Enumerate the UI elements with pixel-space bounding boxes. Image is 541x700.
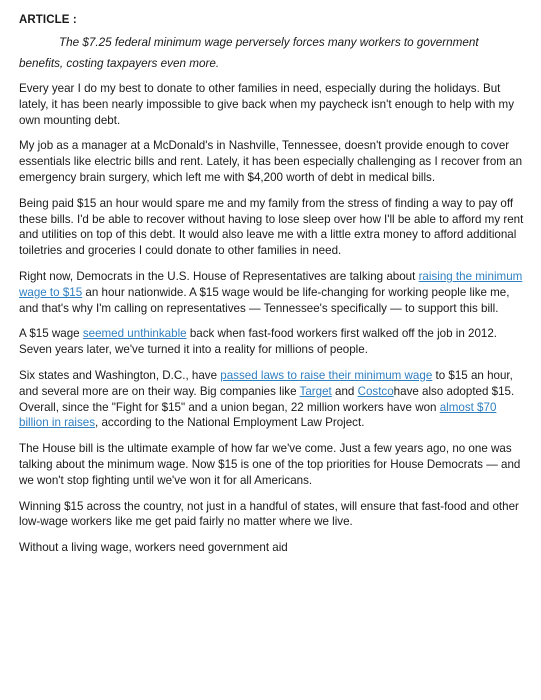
paragraph-text: and — [331, 384, 358, 398]
article-label: ARTICLE : — [19, 14, 77, 26]
article-subtitle-text: The $7.25 federal minimum wage perversely forces many workers to government benefits, costing taxpayers even more. — [19, 36, 479, 70]
paragraph-text: Right now, Democrats in the U.S. House of Representatives are talking about — [19, 269, 419, 283]
paragraph-text: to $15 an hour, and several more are on their way. Big companies like — [19, 368, 513, 398]
paragraph-2 — [19, 138, 524, 185]
paragraph-text: Six states and Washington, D.C., have — [19, 368, 221, 382]
paragraph-7 — [19, 441, 524, 488]
paragraph-text: have also adopted $15. Overall, since the "Fight for $15" and a union began, 22 million workers have won — [19, 384, 515, 414]
paragraph-text: The House bill is the ultimate example of how far we've come. Just a few years ago, no one was talking about the minimum wage. Now $15 is one of the top priorities for House Democrats — and we won't stop fighting until we've won it for all Americans. — [19, 442, 521, 487]
paragraph-text: back when fast-food workers first walked off the job in 2012. Seven years later, we've turned it into a reality for millions of people. — [19, 327, 498, 357]
link-seemed-unthinkable[interactable]: seemed unthinkable — [82, 327, 187, 341]
paragraph-6 — [19, 368, 524, 431]
paragraph-text: Every year I do my best to donate to other families in need, especially during the holidays. But lately, it has been nearly impossible to give back when my paycheck isn't enough to help with my own mounting debt. — [19, 82, 514, 127]
link-target[interactable]: Target — [299, 384, 332, 398]
paragraph-8 — [19, 499, 524, 531]
paragraph-text: an hour nationwide. A $15 wage would be life-changing for working people like me, and that's why I'm calling on representatives — Tennessee's specifically — to support this bill. — [19, 285, 510, 315]
paragraph-text: A $15 wage — [19, 327, 83, 341]
paragraph-5 — [19, 326, 524, 358]
section-heading-living-wage — [19, 540, 524, 556]
paragraph-text: Winning $15 across the country, not just in a handful of states, will ensure that fast-food and other low-wage workers like me get paid fairly no matter where we live. — [19, 499, 519, 529]
link-raising-minimum-wage[interactable]: raising the minimum wage to $15 — [19, 269, 523, 299]
link-almost-70-billion[interactable]: almost $70 billion in raises — [19, 400, 497, 430]
paragraph-text: , according to the National Employment Law Project. — [95, 416, 365, 430]
paragraph-text: Without a living wage, workers need government aid — [19, 541, 288, 555]
article-page — [19, 14, 524, 566]
article-subtitle — [19, 32, 524, 74]
paragraph-3 — [19, 196, 524, 259]
paragraph-text: Being paid $15 an hour would spare me and my family from the stress of finding a way to pay off these bills. I'd be able to recover without having to lose sleep over how I'll be able to afford my rent and utilities on top of this debt. It would also leave me with a little extra money to afford additional toiletries and groceries I could donate to other families in need. — [19, 196, 524, 258]
link-costco[interactable]: Costco — [357, 384, 394, 398]
paragraph-text: My job as a manager at a McDonald's in Nashville, Tennessee, doesn't provide enough to cover essentials like electric bills and rent. Lately, it has been especially challenging as I recover from an emergency brain surgery, which left me with $4,200 worth of debt in medical bills. — [19, 139, 523, 184]
paragraph-4 — [19, 269, 524, 316]
link-passed-laws[interactable]: passed laws to raise their minimum wage — [220, 368, 433, 382]
paragraph-1 — [19, 81, 524, 128]
